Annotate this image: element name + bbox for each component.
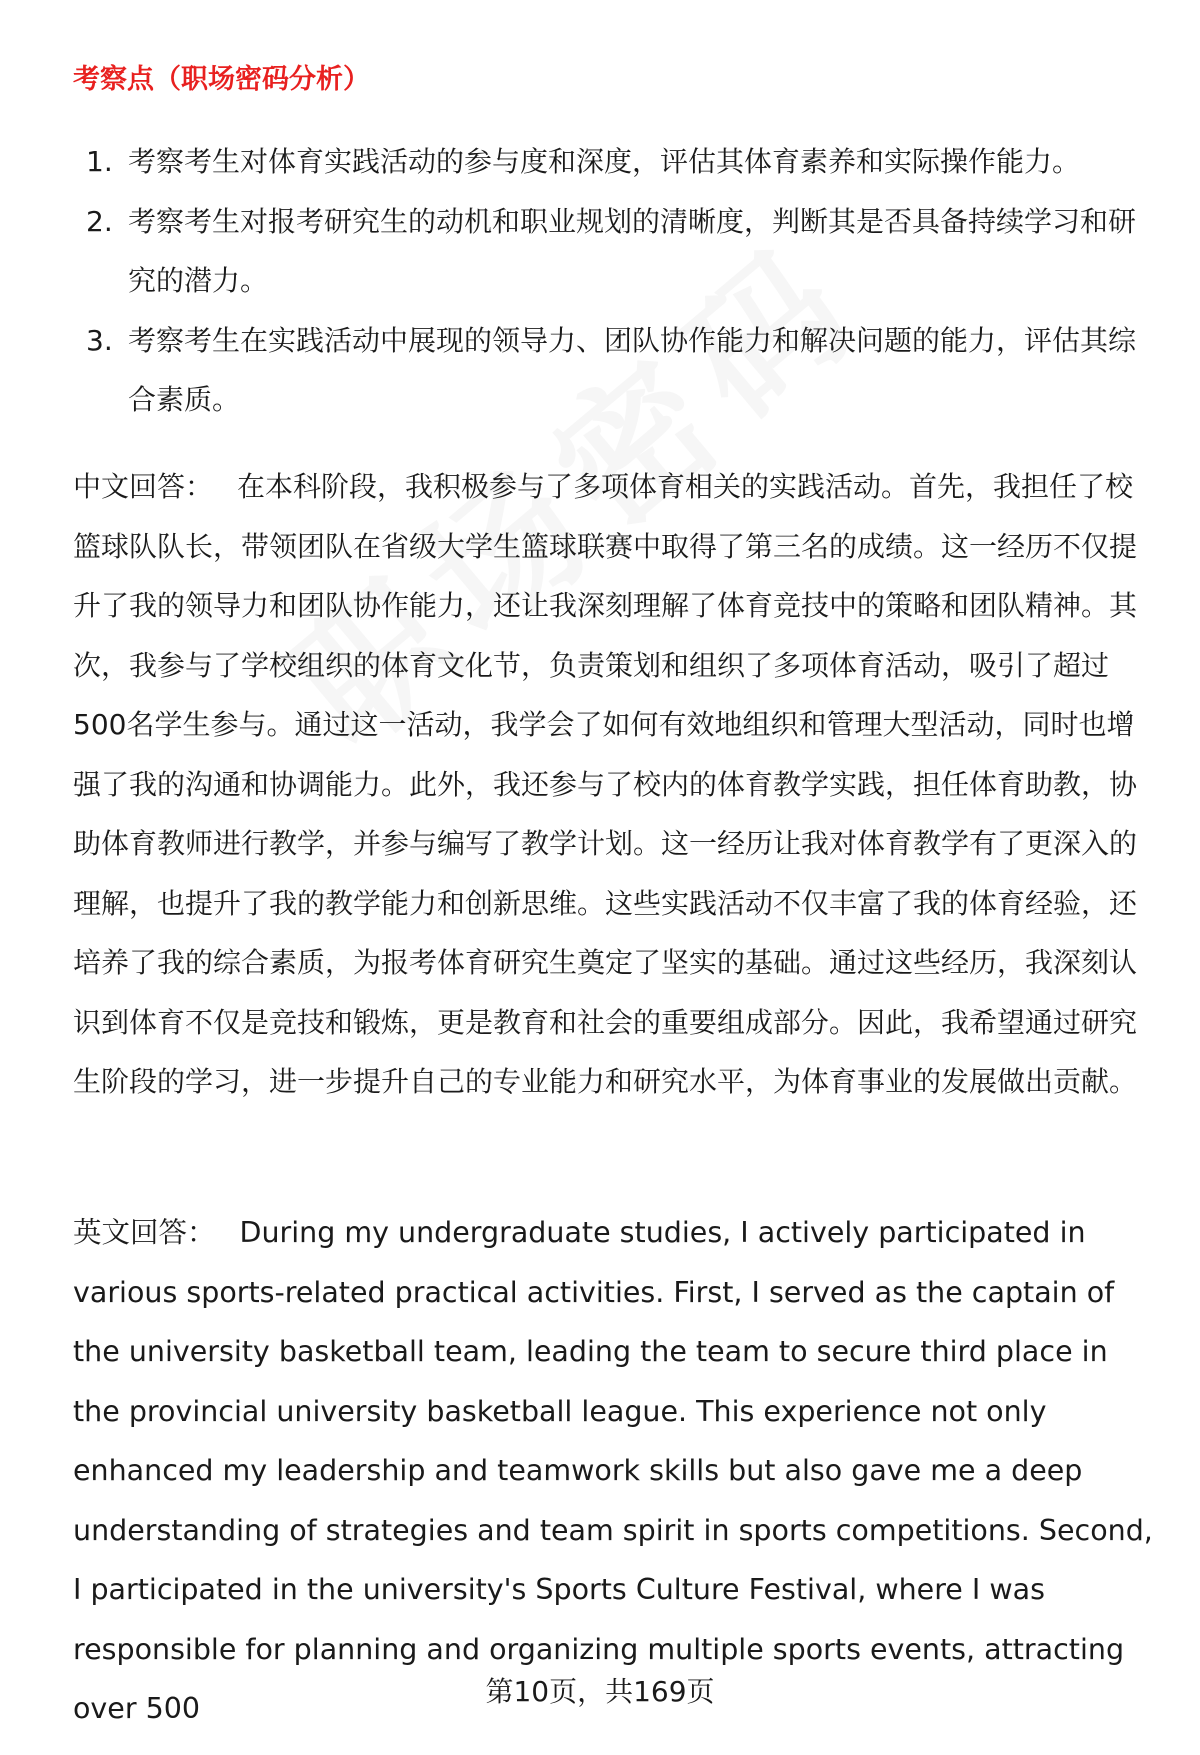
list-item-text: 考察考生在实践活动中展现的领导力、团队协作能力和解决问题的能力，评估其综合素质。	[128, 323, 1137, 416]
list-item	[73, 311, 1153, 430]
list-item-number: 3.	[86, 323, 113, 357]
list-item	[73, 132, 1153, 192]
assessment-points-list	[73, 132, 1153, 430]
list-item-text: 考察考生对报考研究生的动机和职业规划的清晰度，判断其是否具备持续学习和研究的潜力。	[128, 204, 1137, 297]
section-title: 考察点（职场密码分析）	[73, 64, 370, 95]
english-answer	[73, 1203, 1153, 1739]
english-answer-label: 英文回答：	[73, 1216, 216, 1249]
chinese-answer-text: 在本科阶段，我积极参与了多项体育相关的实践活动。首先，我担任了校篮球队队长，带领团队在省级大学生篮球联赛中取得了第三名的成绩。这一经历不仅提升了我的领导力和团队协作能力，还让我深刻理解了体育竞技中的策略和团队精神。其次，我参与了学校组织的体育文化节，负责策划和组织了多项体育活动，吸引了超过500名学生参与。通过这一活动，我学会了如何有效地组织和管理大型活动，同时也增强了我的沟通和协调能力。此外，我还参与了校内的体育教学实践，担任体育助教，协助体育教师进行教学，并参与编写了教学计划。这一经历让我对体育教学有了更深入的理解，也提升了我的教学能力和创新思维。这些实践活动不仅丰富了我的体育经验，还培养了我的综合素质，为报考体育研究生奠定了坚实的基础。通过这些经历，我深刻认识到体育不仅是竞技和锻炼，更是教育和社会的重要组成部分。因此，我希望通过研究生阶段的学习，进一步提升自己的专业能力和研究水平，为体育事业的发展做出贡献。	[73, 470, 1138, 1098]
page-number-footer: 第10页，共169页	[485, 1675, 715, 1708]
list-item-text: 考察考生对体育实践活动的参与度和深度，评估其体育素养和实际操作能力。	[128, 145, 1081, 178]
list-item	[73, 192, 1153, 311]
chinese-answer-label: 中文回答：	[73, 470, 214, 503]
chinese-answer	[73, 457, 1153, 1112]
list-item-number: 2.	[86, 204, 113, 238]
list-item-number: 1.	[86, 145, 113, 178]
english-answer-text: During my undergraduate studies, I actively participated in various sports-related practical activities. First, I served as the captain of the university basketball team, leading the team to secure third place in the provincial university basketball league. This experience not only enhanced my leadership and teamwork skills but also gave me a deep understanding of strategies and team spirit in sports competitions. Second, I participated in the university's Sports Culture Festival, where I was responsible for planning and organizing multiple sports events, attracting over 500	[73, 1216, 1153, 1725]
